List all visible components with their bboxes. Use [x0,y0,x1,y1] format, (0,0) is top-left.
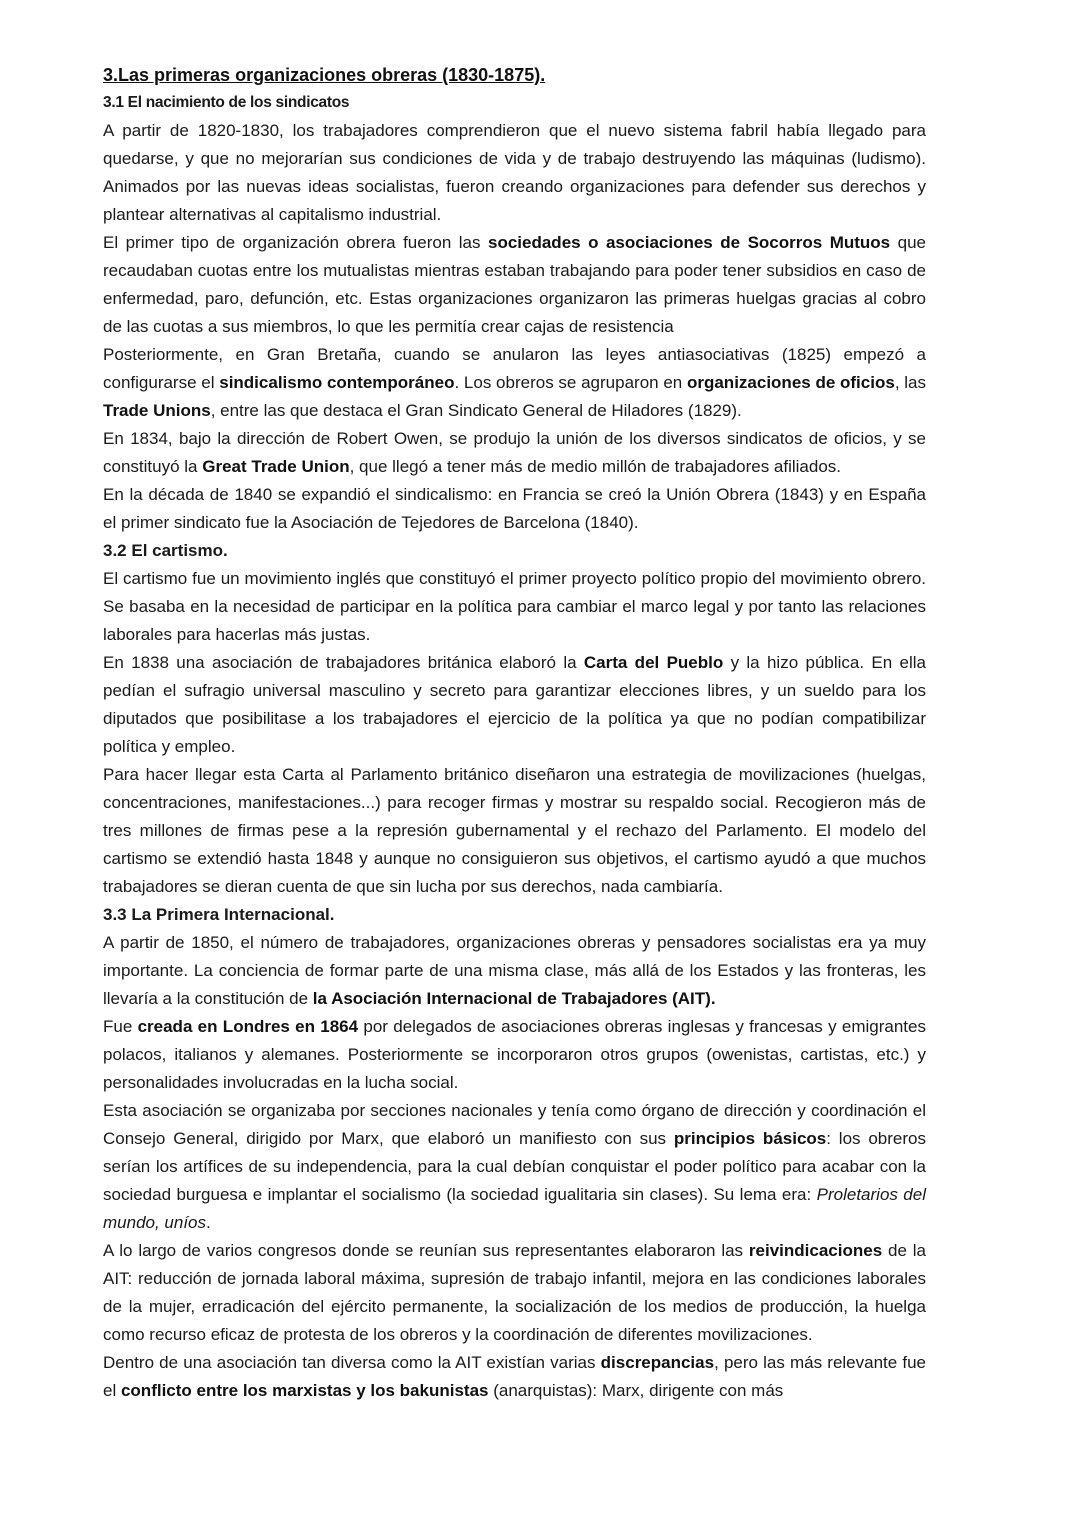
paragraph: El cartismo fue un movimiento inglés que constituyó el primer proyecto político propio del movimiento obrero. Se basaba en la necesidad de participar en la política para cambiar el marco legal y por tanto las relaciones laborales para hacerlas más justas. [103,569,926,644]
text: Esta asociación se organizaba por secciones nacionales y tenía como órgano de dirección y coordinación el Consejo General, dirigido por Marx, que elaboró un manifiesto con sus [103,1101,926,1148]
text: En 1834, bajo la dirección de Robert Owen, se produjo la unión de los diversos sindicatos de oficios, y se constituyó la [103,429,926,476]
text: , entre las que destaca el Gran Sindicato General de Hiladores (1829). [210,401,742,420]
bold-term: sindicalismo contemporáneo [219,373,455,392]
text: En 1838 una asociación de trabajadores británica elaboró la [103,653,584,672]
paragraph [103,341,926,425]
text: de la AIT: reducción de jornada laboral máxima, supresión de trabajo infantil, mejora en las condiciones laborales de la mujer, erradicación del ejército permanente, la socialización de los medios de producción, la huelga como recurso eficaz de protesta de los obreros y la coordinación de diferentes movilizaciones. [103,1241,926,1344]
paragraph: A partir de 1820-1830, los trabajadores comprendieron que el nuevo sistema fabril había llegado para quedarse, y que no mejorarían sus condiciones de vida y de trabajo destruyendo las máquinas (ludismo). Animados por las nuevas ideas socialistas, fueron creando organizaciones para defender sus derechos y plantear alternativas al capitalismo industrial. [103,121,926,224]
text: A partir de 1850, el número de trabajadores, organizaciones obreras y pensadores socialistas era ya muy importante. La conciencia de formar parte de una misma clase, más allá de los Estados y las fronteras, les llevaría a la constitución de [103,933,926,1008]
paragraph [103,1237,926,1349]
bold-term: principios básicos [673,1129,827,1148]
text: Posteriormente, en Gran Bretaña, cuando se anularon las leyes antiasociativas (1825) empezó a configurarse el [103,345,926,392]
text: Fue [103,1017,138,1036]
bold-term: reivindicaciones [748,1241,883,1260]
paragraph [103,649,926,761]
paragraph: Para hacer llegar esta Carta al Parlamento británico diseñaron una estrategia de movilizaciones (huelgas, concentraciones, manifestaciones...) para recoger firmas y mostrar su respaldo social. Recogieron más de tres millones de firmas pese a la represión gubernamental y el rechazo del Parlamento. El modelo del cartismo se extendió hasta 1848 y aunque no consiguieron sus objetivos, el cartismo ayudó a que muchos trabajadores se dieran cuenta de que sin lucha por sus derechos, nada cambiaría. [103,765,926,896]
text: , que llegó a tener más de medio millón de trabajadores afiliados. [349,457,842,476]
section-heading: 3.3 La Primera Internacional. [103,905,335,924]
bold-term: la Asociación Internacional de Trabajadores (AIT). [312,989,716,1008]
bold-term: Carta del Pueblo [583,653,724,672]
bold-term: sociedades o asociaciones de Socorros Mutuos [488,233,891,252]
bold-term: conflicto entre los marxistas y los bakunistas [120,1381,489,1400]
text: que recaudaban cuotas entre los mutualistas mientras estaban trabajando para poder tener subsidios en caso de enfermedad, paro, defunción, etc. Estas organizaciones organizaron las primeras huelgas gracias al cobro de las cuotas a sus miembros, lo que les permitía crear cajas de resistencia [103,233,926,336]
paragraph [103,929,926,1013]
text: , pero las más relevante fue el [103,1353,926,1400]
paragraph [103,229,926,341]
text: : los obreros serían los artífices de su independencia, para la cual debían conquistar el poder político para acabar con la sociedad burguesa e implantar el socialismo (la sociedad igualitaria sin clases). Su lema era: [103,1129,926,1204]
italic-motto: Proletarios del mundo, uníos [103,1185,926,1232]
section-heading: 3.2 El cartismo. [103,541,228,560]
document-title: 3.Las primeras organizaciones obreras (1830-1875). [103,65,546,85]
text: El primer tipo de organización obrera fueron las [103,233,488,252]
bold-term: creada en Londres en 1864 [137,1017,359,1036]
text: . Los obreros se agruparon en [454,373,687,392]
paragraph [103,1097,926,1237]
bold-term: discrepancias [600,1353,715,1372]
paragraph [103,425,926,481]
section-3-3 [103,901,926,1405]
text: . [206,1213,211,1232]
paragraph [103,1349,926,1405]
section-3-1 [103,89,926,537]
text: y la hizo pública. En ella pedían el sufragio universal masculino y secreto para garantizar elecciones libres, y un sueldo para los diputados que posibilitase a los trabajadores el ejercicio de la política ya que no podían compatibilizar política y empleo. [103,653,926,756]
text: por delegados de asociaciones obreras inglesas y francesas y emigrantes polacos, italianos y alemanes. Posteriormente se incorporaron otros grupos (owenistas, cartistas, etc.) y personalidades involucradas en la lucha social. [103,1017,926,1092]
section-3-2 [103,537,926,901]
paragraph [103,1013,926,1097]
text: Dentro de una asociación tan diversa como la AIT existían varias [103,1353,601,1372]
section-heading: 3.1 El nacimiento de los sindicatos [103,94,350,111]
text: (anarquistas): Marx, dirigente con más [488,1381,784,1400]
bold-term: Great Trade Union [202,457,350,476]
text: , las [894,373,926,392]
bold-term: organizaciones de oficios [686,373,895,392]
paragraph: En la década de 1840 se expandió el sindicalismo: en Francia se creó la Unión Obrera (1843) y en España el primer sindicato fue la Asociación de Tejedores de Barcelona (1840). [103,485,926,532]
bold-term: Trade Unions [103,401,211,420]
text: A lo largo de varios congresos donde se reunían sus representantes elaboraron las [103,1241,749,1260]
